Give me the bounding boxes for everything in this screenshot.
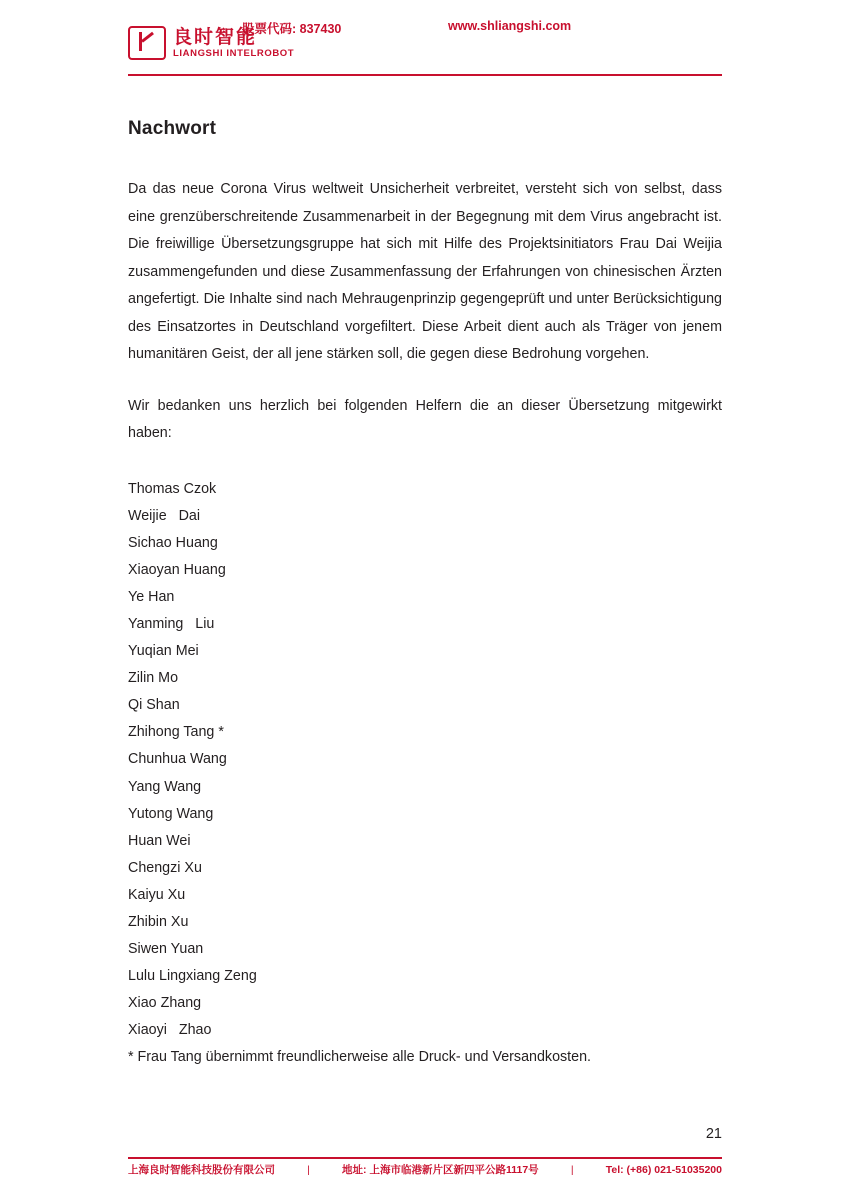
footer-divider — [128, 1157, 722, 1159]
footer-separator-2: | — [570, 1163, 574, 1176]
contributor-list — [128, 476, 722, 1045]
list-item: Zhibin Xu — [128, 914, 189, 930]
list-item: Ye Han — [128, 588, 175, 605]
list-item: Yang Wang — [128, 778, 202, 795]
list-item: Chunhua Wang — [128, 751, 227, 768]
website-link[interactable]: www.shliangshi.com — [448, 19, 572, 33]
page-number: 21 — [705, 1126, 722, 1142]
page-header — [128, 26, 722, 74]
list-item: Xiaoyi Zhao — [128, 1022, 212, 1039]
logo-chinese-name: 良时智能 — [173, 26, 258, 48]
footer-separator-1: | — [307, 1163, 310, 1176]
list-item: Sichao Huang — [128, 534, 218, 551]
stock-code-label: 股票代码: 837430 — [242, 22, 342, 36]
list-item: Siwen Yuan — [128, 941, 204, 958]
list-item: Yuqian Mei — [128, 643, 199, 660]
paragraph-thanks: Wir bedanken uns herzlich bei folgenden Helfern die an dieser Übersetzung mitgewirkt haben: — [128, 397, 722, 441]
list-item: Xiaoyan Huang — [128, 561, 226, 578]
header-divider — [128, 74, 722, 76]
list-item: Huan Wei — [128, 832, 191, 849]
list-item: Yutong Wang — [128, 805, 214, 822]
list-item: Chengzi Xu — [128, 859, 202, 876]
page-footer — [128, 1162, 722, 1177]
list-item: Zilin Mo — [128, 670, 179, 687]
list-item: Xiao Zhang — [128, 995, 202, 1012]
footer-address: 地址: 上海市临港新片区新四平公路1117号 — [342, 1164, 539, 1176]
logo-mark-icon — [128, 26, 166, 60]
page-title: Nachwort — [128, 118, 217, 139]
footer-company: 上海良时智能科技股份有限公司 — [128, 1164, 275, 1176]
footer-telephone: Tel: (+86) 021-51035200 — [605, 1163, 722, 1176]
list-item: Zhihong Tang * — [128, 724, 224, 741]
list-item: Weijie Dai — [128, 507, 201, 524]
footnote-text: * Frau Tang übernimmt freundlicherweise alle Druck- und Versandkosten. — [128, 1049, 592, 1066]
list-item: Kaiyu Xu — [128, 886, 186, 903]
document-body — [128, 118, 722, 1072]
logo-english-name: LIANGSHI INTELROBOT — [173, 47, 295, 59]
list-item: Lulu Lingxiang Zeng — [128, 968, 257, 985]
paragraph-intro: Da das neue Corona Virus weltweit Unsicherheit verbreitet, versteht sich von selbst, dass eine grenzüberschreitende Zusammenarbeit in der Begegnung mit dem Virus angebracht ist. Die freiwillige Übersetzungsgruppe hat sich mit Hilfe des Projektsinitiators Frau Dai Weijia zusammengefunden und diese Zusammenfassung der Erfahrungen von chinesischen Ärzten angefertigt. Die Inhalte sind nach Mehraugenprinzip gegengeprüft und unter Berücksichtigung des Einsatzortes in Deutschland vorgefiltert. Diese Arbeit dient auch als Träger von jenem humanitären Geist, der all jene stärken soll, die gegen diese Bedrohung vorgehen. — [128, 181, 722, 362]
list-item: Thomas Czok — [128, 480, 217, 497]
list-item: Qi Shan — [128, 697, 180, 714]
list-item: Yanming Liu — [128, 615, 215, 632]
